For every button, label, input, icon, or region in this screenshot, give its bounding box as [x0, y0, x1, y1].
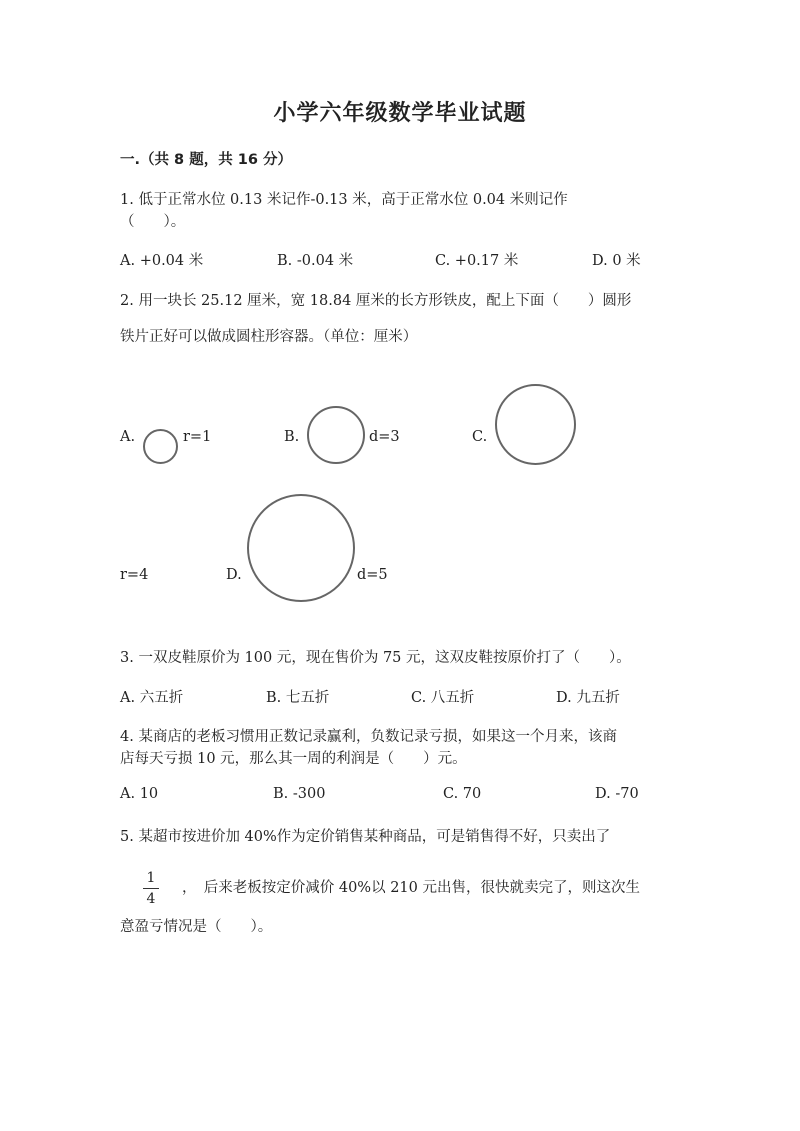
q1-option-d: D. 0 米: [592, 253, 641, 269]
question-3-text: 3. 一双皮鞋原价为 100 元，现在售价为 75 元，这双皮鞋按原价打了（ ）。: [120, 650, 631, 666]
q3-option-c: C. 八五折: [411, 690, 475, 706]
q4-option-b: B. -300: [273, 786, 326, 802]
fraction-denominator: 4: [146, 891, 156, 907]
q2-option-b-circle: [307, 406, 365, 464]
q1-option-a: A. +0.04 米: [120, 253, 204, 269]
fraction-one-quarter: [143, 870, 159, 907]
page-title: 小学六年级数学毕业试题: [273, 101, 527, 126]
q2-option-d-value: d=5: [357, 567, 388, 583]
q2-option-c-label: C.: [472, 429, 488, 445]
q2-option-c-value: r=4: [120, 567, 149, 583]
fraction-bar: [143, 888, 159, 889]
question-5-text: 5. 某超市按进价加 40%作为定价销售某种商品，可是销售得不好，只卖出了: [120, 829, 611, 845]
q2-option-b-value: d=3: [369, 429, 400, 445]
question-2-text-cont: 铁片正好可以做成圆柱形容器。（单位：厘米）: [120, 329, 418, 345]
q3-option-d: D. 九五折: [556, 690, 620, 706]
q2-option-b-label: B.: [284, 429, 300, 445]
q1-option-c: C. +0.17 米: [435, 253, 519, 269]
fraction-numerator: 1: [146, 870, 156, 886]
q3-option-b: B. 七五折: [266, 690, 330, 706]
section-header: 一.（共 8 题，共 16 分）: [120, 152, 292, 168]
q4-option-d: D. -70: [595, 786, 639, 802]
question-5-text-end: 意盈亏情况是（ ）。: [120, 919, 273, 935]
q2-option-a-label: A.: [120, 429, 136, 445]
question-4-text: 4. 某商店的老板习惯用正数记录赢利，负数记录亏损，如果这一个月来，该商: [120, 729, 617, 745]
q3-option-a: A. 六五折: [120, 690, 184, 706]
q1-option-b: B. -0.04 米: [277, 253, 354, 269]
question-5-text-cont: ， 后来老板按定价减价 40%以 210 元出售，很快就卖完了，则这次生: [182, 880, 640, 896]
q2-option-a-value: r=1: [183, 429, 212, 445]
q2-option-c-circle: [495, 384, 576, 465]
q4-option-a: A. 10: [120, 786, 159, 802]
question-4-text-cont: 店每天亏损 10 元，那么其一周的利润是（ ）元。: [120, 751, 467, 767]
q2-option-a-circle: [143, 429, 178, 464]
q2-option-d-circle: [247, 494, 355, 602]
q4-option-c: C. 70: [443, 786, 482, 802]
question-1-text: 1. 低于正常水位 0.13 米记作-0.13 米，高于正常水位 0.04 米则记作: [120, 192, 568, 208]
question-2-text: 2. 用一块长 25.12 厘米，宽 18.84 厘米的长方形铁皮，配上下面（ ）圆形: [120, 293, 632, 309]
q2-option-d-label: D.: [226, 567, 242, 583]
question-1-blank: （ ）。: [120, 214, 186, 230]
